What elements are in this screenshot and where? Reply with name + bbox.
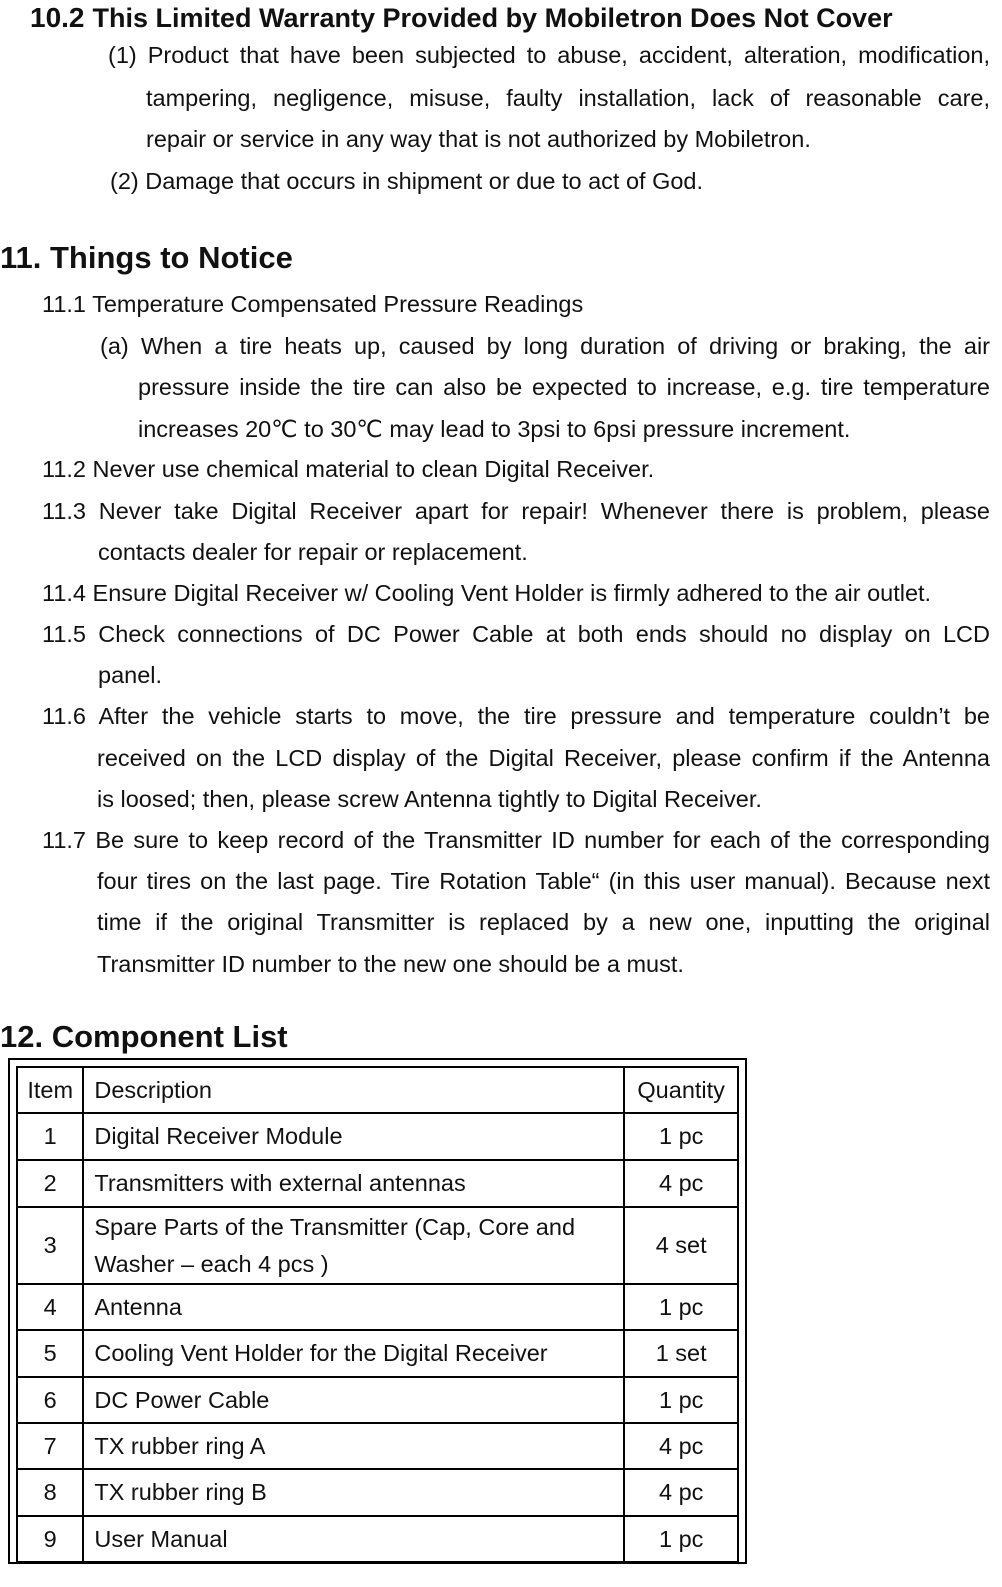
table-row (17, 1284, 738, 1330)
table-row (17, 1113, 738, 1160)
header-item: Item (17, 1067, 83, 1113)
cell-quantity: 1 pc (624, 1113, 738, 1160)
section-number: 10.2 (30, 2, 85, 33)
item-11-4: 11.4 Ensure Digital Receiver w/ Cooling Vent Holder is firmly adhered to the air outlet. (42, 580, 932, 606)
warranty-item-1-line-2: tampering, negligence, misuse, faulty installation, lack of reasonable care, (146, 85, 990, 111)
table-row (17, 1469, 738, 1516)
section-title: This Limited Warranty Provided by Mobiletron Does Not Cover (92, 3, 893, 33)
cell-quantity: 4 set (624, 1207, 738, 1284)
cell-description: TX rubber ring B (83, 1469, 624, 1516)
cell-description: Antenna (83, 1284, 624, 1330)
cell-quantity: 1 pc (624, 1377, 738, 1423)
cell-item: 7 (17, 1423, 83, 1469)
cell-quantity: 1 pc (624, 1284, 738, 1330)
section-10-2-heading (30, 2, 893, 34)
table-row (17, 1516, 738, 1562)
section-11-heading: 11. Things to Notice (0, 240, 293, 275)
cell-item: 6 (17, 1377, 83, 1423)
cell-description: TX rubber ring A (83, 1423, 624, 1469)
cell-item: 9 (17, 1516, 83, 1562)
item-11-6-line-1: 11.6 After the vehicle starts to move, the tire pressure and temperature couldn’t be (42, 703, 990, 729)
table-row (17, 1207, 738, 1284)
cell-quantity: 4 pc (624, 1469, 738, 1516)
warranty-item-2: (2) Damage that occurs in shipment or due to act of God. (110, 168, 704, 194)
item-11-5-line-2: panel. (98, 662, 163, 688)
item-11-1-heading: 11.1 Temperature Compensated Pressure Readings (42, 291, 584, 317)
item-11-7-line-4: Transmitter ID number to the new one should be a must. (97, 951, 684, 977)
item-11-1-a-line-1: (a) When a tire heats up, caused by long duration of driving or braking, the air (100, 333, 990, 359)
cell-item: 4 (17, 1284, 83, 1330)
cell-quantity: 4 pc (624, 1423, 738, 1469)
cell-description: Cooling Vent Holder for the Digital Receiver (83, 1330, 624, 1377)
table-row (17, 1423, 738, 1469)
item-11-5-line-1: 11.5 Check connections of DC Power Cable at both ends should no display on LCD (42, 621, 990, 647)
header-quantity: Quantity (624, 1067, 738, 1113)
table-header-row (17, 1067, 738, 1113)
item-11-3-line-1: 11.3 Never take Digital Receiver apart for repair! Whenever there is problem, please (42, 498, 990, 524)
cell-item: 2 (17, 1160, 83, 1207)
item-11-1-a-line-2: pressure inside the tire can also be expected to increase, e.g. tire temperature (138, 374, 990, 400)
item-11-1-a-line-3: increases 20℃ to 30℃ may lead to 3psi to 6psi pressure increment. (138, 416, 851, 442)
cell-description: Transmitters with external antennas (83, 1160, 624, 1207)
item-11-7-line-2: four tires on the last page. Tire Rotation Table“ (in this user manual). Because next (97, 868, 990, 894)
cell-quantity: 1 set (624, 1330, 738, 1377)
item-11-7-line-1: 11.7 Be sure to keep record of the Transmitter ID number for each of the corresponding (42, 827, 990, 853)
cell-description (83, 1207, 624, 1284)
cell-description: User Manual (83, 1516, 624, 1562)
component-table-frame (8, 1058, 747, 1564)
warranty-item-1-line-3: repair or service in any way that is not authorized by Mobiletron. (146, 126, 811, 152)
section-12-heading: 12. Component List (0, 1019, 288, 1054)
header-description: Description (83, 1067, 624, 1113)
item-11-6-line-2: received on the LCD display of the Digital Receiver, please confirm if the Antenna (97, 745, 990, 771)
item-11-6-line-3: is loosed; then, please screw Antenna tightly to Digital Receiver. (97, 786, 762, 812)
cell-quantity: 1 pc (624, 1516, 738, 1562)
item-11-2: 11.2 Never use chemical material to clean Digital Receiver. (42, 456, 655, 482)
item-11-7-line-3: time if the original Transmitter is replaced by a new one, inputting the original (97, 909, 990, 935)
table-row (17, 1330, 738, 1377)
cell-description: Digital Receiver Module (83, 1113, 624, 1160)
warranty-item-1-line-1: (1) Product that have been subjected to abuse, accident, alteration, modification, (108, 42, 990, 68)
cell-item: 5 (17, 1330, 83, 1377)
table-row (17, 1160, 738, 1207)
table-row (17, 1377, 738, 1423)
cell-item: 3 (17, 1207, 83, 1284)
cell-description: DC Power Cable (83, 1377, 624, 1423)
cell-item: 1 (17, 1113, 83, 1160)
cell-quantity: 4 pc (624, 1160, 738, 1207)
cell-item: 8 (17, 1469, 83, 1516)
cell-description-line-1: Spare Parts of the Transmitter (Cap, Core and (94, 1213, 576, 1240)
item-11-3-line-2: contacts dealer for repair or replacement. (98, 539, 528, 565)
component-table (16, 1066, 739, 1563)
cell-description-line-2: Washer – each 4 pcs ) (94, 1250, 329, 1277)
